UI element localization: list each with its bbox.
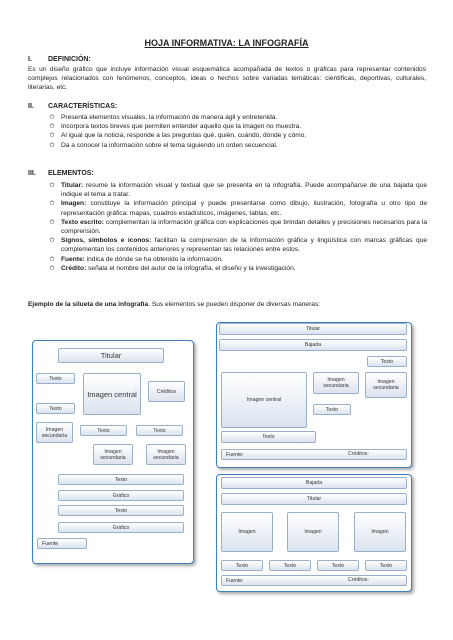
- grafico-box: Gráfico: [58, 522, 184, 533]
- creditos-label: Créditos:: [348, 577, 369, 583]
- imagen-central-box: Imagen central: [83, 373, 141, 415]
- list-item: [49, 264, 427, 273]
- definition: señala el nombre del autor de la infografía, el diseño y la investigación.: [86, 264, 296, 272]
- imagen-central-box: Imagen central: [221, 372, 307, 428]
- definition: facilitan la comprensión de la información gráfica y lingüística con marcas gráficas que complementan los contenidos anteriores y representan las relaciones entre estos.: [61, 237, 427, 254]
- titular-box: Titular: [219, 323, 407, 335]
- texto-box: Texto: [221, 431, 316, 443]
- star-icon: ✩: [49, 141, 55, 149]
- titular-box: Titular: [58, 348, 164, 363]
- fuente-bar: [221, 575, 407, 586]
- definition: constituye la información principal y puede presentarse como dibujo, ilustración, fotografía u otro tipo de representación gráfica: mapas, cuadros estadísticos, imágenes, tablas, etc.: [61, 200, 427, 217]
- texto-box: Texto: [58, 505, 184, 516]
- texto-box: Texto: [221, 560, 263, 571]
- section-number: III.: [28, 170, 36, 177]
- definition: resume la información visual y textual que se presenta en la infografía. Puede acompañarse de una bajada que indique el tema a tratar.: [61, 182, 427, 199]
- example-caption-bold: Ejemplo de la silueta de una infografía: [28, 301, 149, 308]
- list-item: [49, 113, 429, 122]
- grafico-box: Gráfico: [58, 490, 184, 501]
- definicion-text: Es un diseño gráfico que incluye información visual esquemática acompañada de textos o gráficas para representar contenidos complejos relacionados con fenómenos, conceptos, ideas o hechos sobre variadas temáticas: científicas, deportivas, culturales, literarias, etc.: [28, 66, 426, 92]
- list-item-text: Presenta elementos visuales, la información de manera ágil y entretenida.: [61, 114, 278, 121]
- texto-box: Texto: [36, 403, 75, 414]
- imagen-box: Imagen: [354, 512, 406, 552]
- star-icon: ✩: [49, 200, 55, 208]
- fuente-label: Fuente:: [226, 451, 244, 458]
- example-caption-rest: . Sus elementos se pueden disponer de diversas maneras:: [148, 301, 321, 308]
- caracteristicas-list: [49, 113, 429, 150]
- star-icon: ✩: [49, 264, 55, 272]
- texto-box: Texto: [365, 560, 407, 571]
- imagen-secundaria-box: Imagen secundaria: [313, 372, 359, 394]
- definition: indica de dónde se ha obtenido la información.: [84, 255, 224, 263]
- list-item: [49, 199, 427, 217]
- term: Crédito:: [61, 264, 87, 272]
- list-item: [49, 122, 429, 131]
- star-icon: ✩: [49, 132, 55, 140]
- texto-box: Texto: [313, 404, 351, 415]
- left-silhouette-diagram: [32, 340, 194, 564]
- texto-box: Texto: [317, 560, 359, 571]
- elementos-list: [49, 181, 427, 273]
- list-item: [49, 181, 427, 199]
- list-item: [49, 255, 427, 264]
- term: Imagen:: [61, 200, 87, 208]
- right-top-silhouette-diagram: [216, 322, 412, 468]
- definition: complementan la información gráfica con explicaciones que brindan detalles y precisiones necesarios para la comprensión.: [61, 218, 427, 236]
- section-number: II.: [28, 103, 34, 110]
- list-item: [49, 218, 427, 236]
- section-caracteristicas-heading: [28, 103, 117, 110]
- star-icon: ✩: [49, 123, 55, 131]
- texto-box: Texto: [80, 425, 127, 436]
- imagen-secundaria-box: Imagen secundaria: [93, 444, 133, 465]
- section-heading-text: CARACTERÍSTICAS:: [48, 103, 118, 110]
- imagen-secundaria-box: Imagen secundaria: [36, 422, 73, 443]
- texto-box: Texto: [36, 373, 75, 384]
- star-icon: ✩: [49, 237, 55, 245]
- bajada-box: Bajada: [221, 477, 407, 489]
- creditos-label: Créditos:: [348, 451, 369, 457]
- imagen-secundaria-box: Imagen secundaria: [365, 372, 407, 398]
- section-definicion-heading: [28, 56, 91, 63]
- list-item: [49, 131, 429, 140]
- star-icon: ✩: [49, 255, 55, 263]
- star-icon: ✩: [49, 114, 55, 121]
- texto-box: Texto: [136, 425, 183, 436]
- section-heading-text: DEFINICIÓN:: [48, 56, 91, 63]
- term: Titular:: [61, 182, 84, 189]
- bajada-box: Bajada: [219, 339, 407, 351]
- texto-box: Texto: [269, 560, 311, 571]
- section-heading-text: ELEMENTOS:: [48, 170, 94, 177]
- star-icon: ✩: [49, 182, 55, 189]
- list-item: [49, 141, 429, 150]
- imagen-box: Imagen: [221, 512, 273, 552]
- term: Signos, símbolos e íconos:: [61, 237, 152, 245]
- star-icon: ✩: [49, 218, 55, 226]
- titular-box: Titular: [221, 493, 407, 505]
- fuente-box: Fuente: [37, 538, 87, 549]
- page-title: HOJA INFORMATIVA: LA INFOGRAFÍA: [144, 38, 309, 48]
- right-bottom-silhouette-diagram: [216, 474, 412, 592]
- fuente-label: Fuente:: [226, 577, 244, 584]
- section-number: I.: [28, 56, 32, 63]
- creditos-box: Créditos: [148, 381, 185, 402]
- texto-box: Texto: [367, 356, 407, 367]
- list-item-text: Da a conocer la información sobre el tema siguiendo un orden secuencial.: [61, 141, 278, 149]
- imagen-box: Imagen: [287, 512, 339, 552]
- imagen-secundaria-box: Imagen secundaria: [146, 444, 186, 465]
- term: Texto escrito:: [61, 218, 104, 226]
- list-item-text: Incorpora textos breves que permiten entender aquello que la imagen no muestra.: [61, 123, 302, 131]
- fuente-bar: [221, 449, 407, 460]
- list-item-text: Al igual que la noticia, responde a las preguntas qué, quién, cuándo, dónde y cómo.: [61, 132, 307, 140]
- term: Fuente:: [61, 255, 85, 263]
- texto-box: Texto: [58, 474, 184, 485]
- list-item: [49, 236, 427, 254]
- section-elementos-heading: [28, 170, 94, 177]
- example-caption: [28, 300, 438, 309]
